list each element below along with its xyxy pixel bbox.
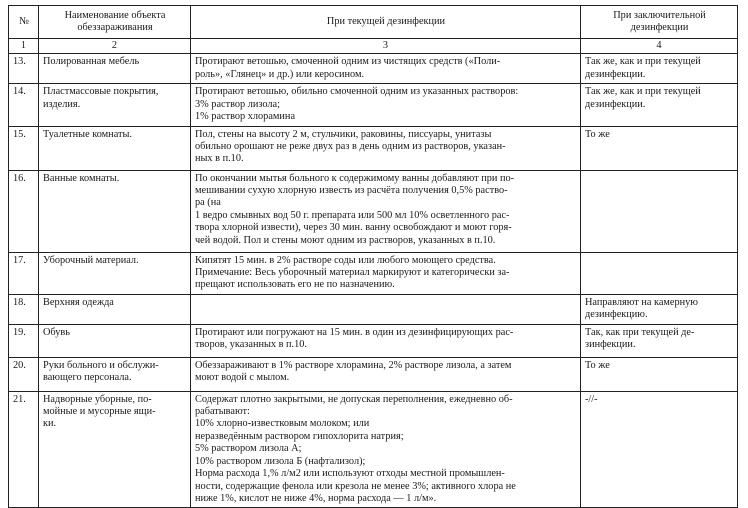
column-number-row: [9, 39, 738, 54]
cell-num: 14.: [9, 84, 39, 126]
table-row: [9, 357, 738, 391]
column-number: 1: [9, 39, 39, 54]
header-final: При заключительной дезинфекции: [581, 6, 738, 39]
cell-num: 20.: [9, 357, 39, 391]
table-row: [9, 252, 738, 294]
cell-object: Надворные уборные, по- мойные и мусорные ящи- ки.: [39, 391, 191, 508]
table-row: [9, 54, 738, 84]
table-row: [9, 324, 738, 357]
cell-current: Протирают ветошью, обильно смоченной одним из указанных растворов: 3% раствор лизола; 1% раствор хлорамина: [191, 84, 581, 126]
cell-num: 15.: [9, 126, 39, 170]
cell-current: Кипятят 15 мин. в 2% растворе соды или любого моющего средства. Примечание: Весь уборочный материал маркируют и категорически за- прещают использовать его не по назначению.: [191, 252, 581, 294]
header-num: №: [9, 6, 39, 39]
cell-object: Обувь: [39, 324, 191, 357]
cell-num: 18.: [9, 294, 39, 324]
cell-final: Направляют на камерную дезинфекцию.: [581, 294, 738, 324]
table-row: [9, 84, 738, 126]
cell-object: Полированная мебель: [39, 54, 191, 84]
cell-final: Так же, как и при текущей дезинфекции.: [581, 84, 738, 126]
column-number: 2: [39, 39, 191, 54]
cell-object: Туалетные комнаты.: [39, 126, 191, 170]
cell-current: По окончании мытья больного к содержимому ванны добавляют при по- мешивании сухую хлорную известь из расчёта получения 0,5% раство- ра (на 1 ведро смывных вод 50 г. препарата или 500 мл 10% осветленного рас- твора хлорной извести), через 30 мин. ванну освобождают и моют горя- чей водой. Пол и стены моют одним из растворов, указанных в п.10.: [191, 170, 581, 252]
cell-current: Пол, стены на высоту 2 м, стульчики, раковины, писсуары, унитазы обильно орошают не реже двух раз в день одним из растворов, указан- ных в п.10.: [191, 126, 581, 170]
cell-final: Так, как при текущей де- зинфекции.: [581, 324, 738, 357]
cell-current: Содержат плотно закрытыми, не допуская переполнения, ежедневно об- рабатывают: 10% хлорно-известковым молоком; или неразведённым раствором гипохлорита натрия; 5% раствором лизола А; 10% раствором лизола Б (нафтализол); Норма расхода 1,% л/м2 или используют отходы местной промышлен- ности, содержащие фенола или крезола не менее 3%; активного хлора не ниже 1%, кислот не ниже 4%, норма расхода — 1 л/м».: [191, 391, 581, 508]
table-row: [9, 391, 738, 508]
header-object: Наименование объекта обеззараживания: [39, 6, 191, 39]
header-row: [9, 6, 738, 39]
cell-final: То же: [581, 357, 738, 391]
cell-num: 21.: [9, 391, 39, 508]
cell-final: То же: [581, 126, 738, 170]
cell-num: 19.: [9, 324, 39, 357]
cell-num: 16.: [9, 170, 39, 252]
cell-current: Протирают ветошью, смоченной одним из чистящих средств («Поли- роль», «Глянец» и др.) или керосином.: [191, 54, 581, 84]
column-number: 3: [191, 39, 581, 54]
cell-final: -//-: [581, 391, 738, 508]
cell-object: Верхняя одежда: [39, 294, 191, 324]
cell-object: Пластмассовые покрытия, изделия.: [39, 84, 191, 126]
cell-current: [191, 294, 581, 324]
column-number: 4: [581, 39, 738, 54]
table-row: [9, 170, 738, 252]
header-current: При текущей дезинфекции: [191, 6, 581, 39]
cell-object: Руки больного и обслужи- вающего персонала.: [39, 357, 191, 391]
table-row: [9, 126, 738, 170]
cell-current: Протирают или погружают на 15 мин. в один из дезинфицирующих рас- творов, указанных в п.10.: [191, 324, 581, 357]
cell-current: Обеззараживают в 1% растворе хлорамина, 2% растворе лизола, а затем моют водой с мылом.: [191, 357, 581, 391]
cell-object: Ванные комнаты.: [39, 170, 191, 252]
cell-final: [581, 252, 738, 294]
table-row: [9, 294, 738, 324]
cell-num: 13.: [9, 54, 39, 84]
disinfection-table: [8, 5, 738, 508]
cell-final: Так же, как и при текущей дезинфекции.: [581, 54, 738, 84]
cell-object: Уборочный материал.: [39, 252, 191, 294]
cell-num: 17.: [9, 252, 39, 294]
cell-final: [581, 170, 738, 252]
